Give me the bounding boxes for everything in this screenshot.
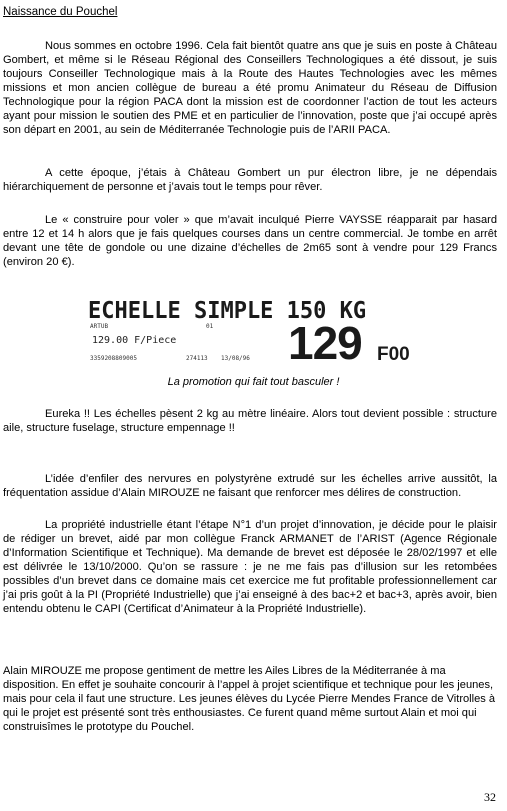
paragraph-6-text: La propriété industrielle étant l’étape N°1 d’un projet d’innovation, je décide pour le plaisir de rédiger un brevet, aidé par mon collègue Franck ARMANET de l’ARIST (Agence Régionale d’Information Scientifique et Technique). Ma demande de brevet est déposée le 28/02/1997 et elle est délivrée le 13/10/2000. Qu’on se rassure : je ne me fais pas d’illusion sur les retombées possibles d’un brevet dans ce domaine mais cet exercice me fut profitable professionnellement car j’ai pris goût à la PI (Propriété Industrielle) que j’ai enseigné à des bac+2 et bac+3, après avoir, bien entendu obtenu le CAPI (Certificat d’Animateur à la Propriété Industrielle). xyxy=(3,519,497,615)
paragraph-3 xyxy=(3,213,497,269)
price-label-product: ECHELLE SIMPLE 150 KG xyxy=(88,298,367,325)
price-label-barcode: 3359208809005 xyxy=(90,355,137,362)
price-label-art-number: ARTUB xyxy=(90,323,109,330)
paragraph-1-text: Nous sommes en octobre 1996. Cela fait bientôt quatre ans que je suis en poste à Château Gombert, et même si le Réseau Régional des Conseillers Technologiques a été dissout, je suis toujours Conseiller Technologique mais à la Route des Hautes Technologies avec les mêmes missions et mon ancien collègue de bureau a été promu Animateur du Réseau de Diffusion Technologique pour la région PACA dont la mission est de coordonner l’action de tout les acteurs ayant pour mission le soutien des PME et en particulier de l’innovation, poste que j’ai occupé après son départ en 2001, au sein de Méditerranée Technologie puis de l’ARII PACA. xyxy=(3,40,497,136)
paragraph-2-text: A cette époque, j’étais à Château Gombert un pur électron libre, je ne dépendais hiérarchiquement de personne et j’avais tout le temps pour rêver. xyxy=(3,167,497,193)
paragraph-2 xyxy=(3,166,497,194)
paragraph-5-text: L’idée d’enfiler des nervures en polystyrène extrudé sur les échelles arrive aussitôt, la fréquentation assidue d’Alain MIROUZE ne faisant que renforcer mes délires de construction. xyxy=(3,473,497,499)
price-label-image xyxy=(88,298,418,368)
paragraph-7: Alain MIROUZE me propose gentiment de mettre les Ailes Libres de la Méditerranée à ma disposition. En effet je souhaite concourir à l’appel à projet scientifique et technique pour les jeunes, mais pour cela il faut une structure. Les jeunes élèves du Lycée Pierre Mendes France de Vitrolles à qui le projet est présenté sont très enthousiastes. Ce furent quand même surtout Alain et moi qui construisîmes le prototype du Pouchel. xyxy=(3,665,496,733)
paragraph-6 xyxy=(3,518,497,616)
paragraph-4 xyxy=(3,407,497,435)
price-label-price-cents: F00 xyxy=(377,344,410,365)
price-label-code: 01 xyxy=(206,323,214,330)
image-caption: La promotion qui fait tout basculer ! xyxy=(167,376,340,388)
price-label-date: 13/08/96 xyxy=(221,355,250,362)
page-number: 32 xyxy=(484,790,496,804)
paragraph-4-text: Eureka !! Les échelles pèsent 2 kg au mètre linéaire. Alors tout devient possible : structure aile, structure fuselage, structure empennage !! xyxy=(3,408,497,434)
section-title: Naissance du Pouchel xyxy=(3,6,118,18)
paragraph-1 xyxy=(3,39,497,137)
price-label-price-main: 129 xyxy=(288,317,362,369)
price-label-unit-price: 129.00 F/Piece xyxy=(92,335,177,346)
price-label-ref: 274113 xyxy=(186,355,208,362)
paragraph-5 xyxy=(3,472,497,500)
paragraph-3-text: Le « construire pour voler » que m’avait inculqué Pierre VAYSSE réapparait par hasard entre 12 et 14 h alors que je fais quelques courses dans un centre commercial. Je tombe en arrêt devant une tête de gondole ou une dizaine d’échelles de 2m65 sont à vendre pour 129 Francs (environ 20 €). xyxy=(3,214,497,268)
